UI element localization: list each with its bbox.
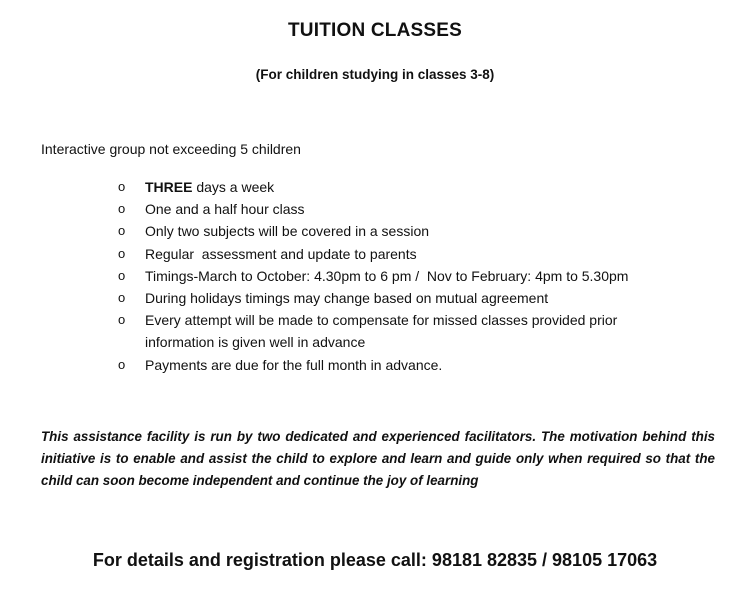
list-item [118, 309, 718, 353]
bullet-icon: o [118, 290, 126, 306]
bullet-icon: o [118, 312, 126, 328]
list-item-text: Every attempt will be made to compensate for missed classes provided prior information is given well in advance [145, 312, 618, 351]
list-item [118, 243, 718, 265]
list-item-text: Timings-March to October: 4.30pm to 6 pm / Nov to February: 4pm to 5.30pm [145, 267, 629, 284]
bullet-icon: o [118, 223, 126, 239]
list-item [118, 287, 718, 309]
list-item [118, 354, 718, 376]
list-item [118, 265, 718, 287]
contact-line: For details and registration please call: 98181 82835 / 98105 17063 [92, 550, 658, 570]
intro-text: Interactive group not exceeding 5 children [41, 141, 301, 157]
bullet-icon: o [118, 201, 126, 217]
bullet-icon: o [118, 356, 126, 372]
facility-note: This assistance facility is run by two dedicated and experienced facilitators. The motivation behind this initiative is to enable and assist the child to explore and learn and guide only when required so that the child can soon become independent and continue the joy of learning [41, 429, 715, 489]
bullet-icon: o [118, 179, 126, 194]
page-title: TUITION CLASSES [287, 20, 462, 41]
list-item-text: Payments are due for the full month in advance. [145, 356, 443, 373]
list-item [118, 176, 718, 198]
list-item [118, 220, 718, 242]
list-item [118, 198, 718, 220]
list-item-text: Only two subjects will be covered in a session [145, 223, 430, 240]
list-item-strong: THREE [145, 179, 193, 195]
page-subtitle: (For children studying in classes 3-8) [255, 67, 495, 82]
list-item-text: days a week [192, 179, 275, 195]
list-item-text: During holidays timings may change based on mutual agreement [145, 290, 549, 307]
list-item-text: One and a half hour class [145, 201, 305, 218]
bullet-icon: o [118, 267, 126, 283]
feature-list [118, 176, 718, 376]
list-item-text: Regular assessment and update to parents [145, 245, 417, 262]
bullet-icon: o [118, 245, 126, 261]
